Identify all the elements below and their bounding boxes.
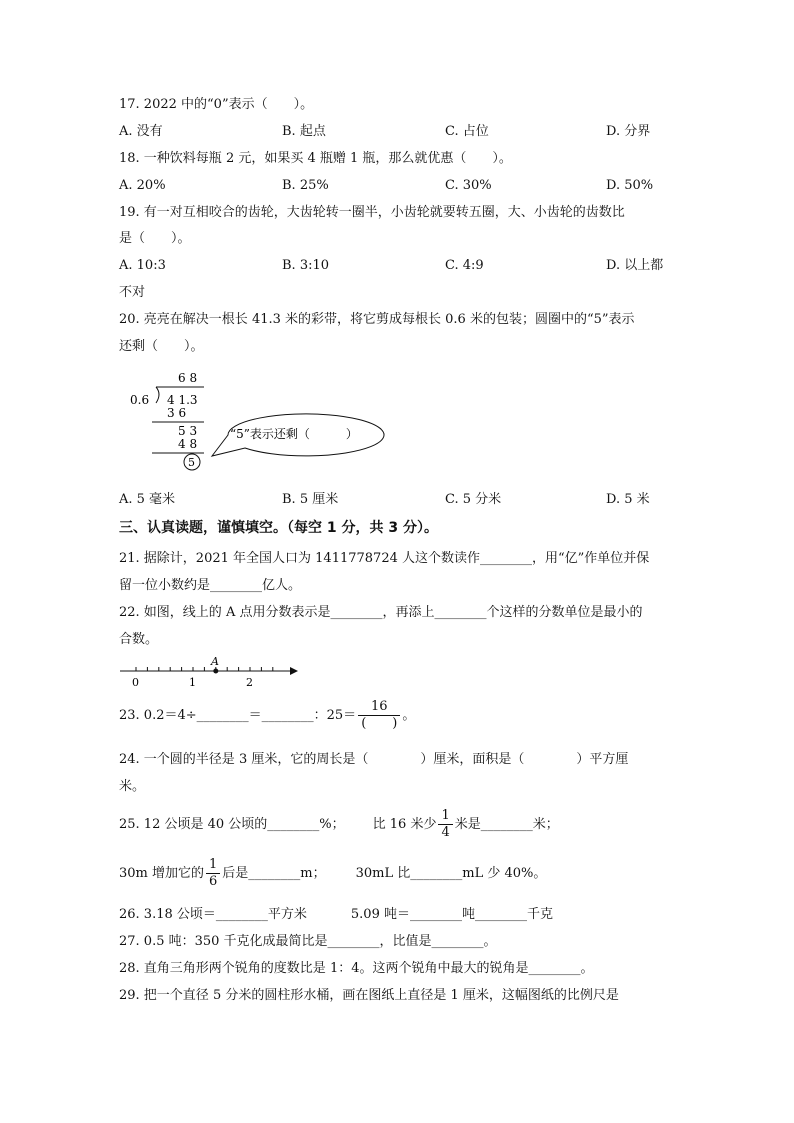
q25-denominator-2: 6 bbox=[209, 874, 218, 889]
q20-option-b: B. 5 厘米 bbox=[282, 492, 339, 507]
long-division-figure bbox=[120, 366, 390, 481]
division-step-3: 4 8 bbox=[178, 437, 198, 451]
q20-option-d: D. 5 米 bbox=[606, 492, 650, 507]
q18-option-d: D. 50% bbox=[606, 178, 654, 193]
question-24-line1: 24. 一个圆的半径是 3 厘米，它的周长是（ ）厘米，面积是（ ）平方厘 bbox=[119, 752, 629, 767]
q17-option-b: B. 起点 bbox=[282, 124, 326, 139]
q17-option-d: D. 分界 bbox=[606, 124, 651, 139]
question-22-line2: 合数。 bbox=[119, 632, 159, 647]
question-27: 27. 0.5 吨：350 千克化成最简比是________，比值是________。 bbox=[119, 934, 497, 949]
division-dividend: 4 1.3 bbox=[167, 393, 198, 407]
q25-fraction-2 bbox=[206, 857, 220, 890]
question-22-line1: 22. 如图，线上的 A 点用分数表示是________，再添上________个这样的分数单位是最小的 bbox=[119, 605, 643, 620]
question-17: 17. 2022 中的“0”表示（ ）。 bbox=[119, 97, 314, 112]
tick-label-0: 0 bbox=[132, 676, 139, 689]
q25-numerator-2: 1 bbox=[206, 857, 220, 874]
question-26 bbox=[119, 906, 553, 924]
division-step-2: 5 3 bbox=[178, 424, 198, 438]
q18-option-a: A. 20% bbox=[119, 178, 166, 193]
point-a-label: A bbox=[211, 655, 219, 668]
q18-option-c: C. 30% bbox=[445, 178, 492, 193]
q26-part2: 5.09 吨＝________吨________千克 bbox=[350, 907, 553, 922]
q19-option-c: C. 4:9 bbox=[445, 258, 484, 273]
number-line bbox=[118, 655, 303, 689]
question-25-line2 bbox=[119, 857, 546, 891]
q17-option-a: A. 没有 bbox=[119, 124, 163, 139]
question-25-line1 bbox=[119, 808, 559, 842]
question-20-line2: 还剩（ ）。 bbox=[119, 339, 204, 354]
section-3-title: 三、认真读题，谨慎填空。（每空 1 分，共 3 分）。 bbox=[119, 520, 438, 536]
question-18: 18. 一种饮料每瓶 2 元，如果买 4 瓶赠 1 瓶，那么就优惠（ ）。 bbox=[119, 151, 512, 166]
q25-part6: 30mL 比________mL 少 40%。 bbox=[355, 866, 547, 881]
division-divisor: 0.6 bbox=[130, 393, 150, 407]
q20-option-a: A. 5 毫米 bbox=[119, 492, 176, 507]
point-a bbox=[213, 669, 218, 674]
question-19-line1: 19. 有一对互相咬合的齿轮，大齿轮转一圈半，小齿轮就要转五圈，大、小齿轮的齿数比 bbox=[119, 205, 625, 220]
question-19-line2: 是（ ）。 bbox=[119, 231, 191, 246]
q25-part1: 25. 12 公顷是 40 公顷的________%； bbox=[119, 817, 345, 832]
q23-numerator: 16 bbox=[358, 699, 400, 716]
question-24-line2: 米。 bbox=[119, 779, 146, 794]
q25-denominator-1: 4 bbox=[441, 825, 450, 840]
q25-part4: 30m 增加它的 bbox=[119, 866, 205, 881]
q19-option-b: B. 3:10 bbox=[282, 258, 330, 273]
q23-text: 23. 0.2＝4÷________＝________：25＝ bbox=[119, 708, 357, 723]
q25-fraction-1 bbox=[438, 808, 452, 841]
q23-end: 。 bbox=[402, 708, 416, 723]
question-21-line1: 21. 据除计，2021 年全国人口为 1411778724 人这个数读作________，用“亿”作单位并保 bbox=[119, 551, 650, 566]
q25-numerator-1: 1 bbox=[438, 808, 452, 825]
division-step-1: 3 6 bbox=[167, 406, 187, 420]
q19-option-a: A. 10:3 bbox=[119, 258, 166, 273]
q20-option-c: C. 5 分米 bbox=[445, 492, 502, 507]
speech-bubble-text: “5”表示还剩（ ） bbox=[230, 427, 358, 441]
q19-option-d: D. 以上都 bbox=[606, 258, 664, 273]
question-29: 29. 把一个直径 5 分米的圆柱形水桶，画在图纸上直径是 1 厘米，这幅图纸的比例尺是 bbox=[119, 988, 619, 1003]
q25-part2: 比 16 米少 bbox=[372, 817, 437, 832]
question-20-line1: 20. 亮亮在解决一根长 41.3 米的彩带，将它剪成每根长 0.6 米的包装；圆圈中的“5”表示 bbox=[119, 312, 635, 327]
division-remainder: 5 bbox=[188, 456, 195, 469]
q25-part3: 米是________米； bbox=[454, 817, 559, 832]
q23-fraction bbox=[358, 699, 400, 732]
q25-part5: 后是________m； bbox=[222, 866, 326, 881]
tick-label-2: 2 bbox=[246, 676, 253, 689]
q26-part1: 26. 3.18 公顷＝________平方米 bbox=[119, 907, 307, 922]
question-28: 28. 直角三角形两个锐角的度数比是 1：4。这两个锐角中最大的锐角是________。 bbox=[119, 961, 594, 976]
question-23 bbox=[119, 699, 415, 733]
q23-denominator: ( ) bbox=[361, 716, 398, 731]
q19-option-d-wrap: 不对 bbox=[119, 285, 146, 300]
division-quotient: 6 8 bbox=[178, 371, 198, 385]
tick-label-1: 1 bbox=[189, 676, 196, 689]
question-21-line2: 留一位小数约是________亿人。 bbox=[119, 578, 302, 593]
q17-option-c: C. 占位 bbox=[445, 124, 489, 139]
q18-option-b: B. 25% bbox=[282, 178, 329, 193]
